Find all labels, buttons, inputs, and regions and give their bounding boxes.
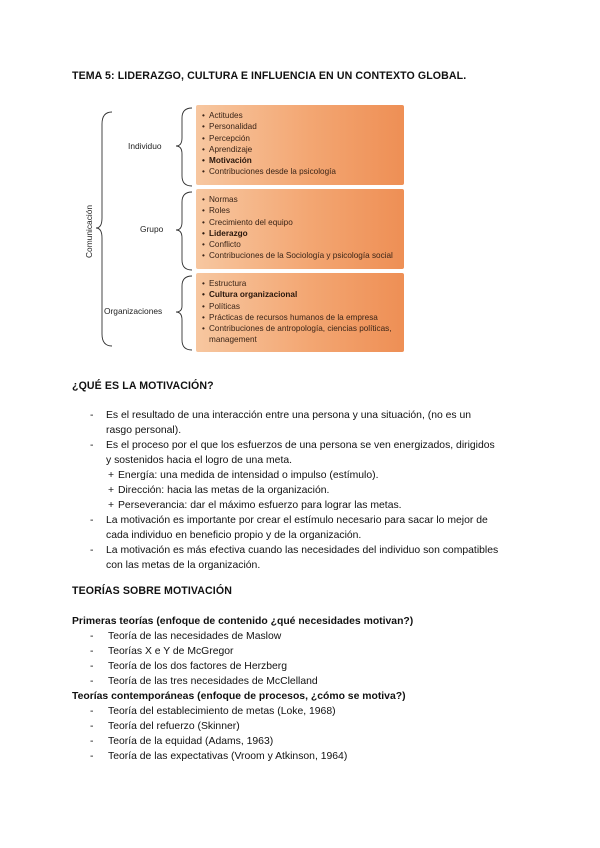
sub-list-item	[90, 483, 540, 498]
diagram-item: • Contribuciones desde la psicología	[202, 166, 404, 177]
list-item	[90, 438, 540, 468]
list-item	[90, 408, 540, 438]
bullet-marker: -	[90, 706, 94, 717]
diagram-item: • Roles	[202, 205, 404, 216]
list-item-line: Perseverancia: dar el máximo esfuerzo para lograr las metas.	[118, 500, 402, 511]
bullet-marker: -	[90, 661, 94, 672]
group-label-organizaciones: Organizaciones	[104, 306, 163, 316]
bullet-marker: +	[108, 500, 115, 511]
list-item	[90, 734, 532, 749]
theory-group-title: Teorías contemporáneas (enfoque de procesos, ¿cómo se motiva?)	[72, 691, 406, 702]
list-item-line: Es el resultado de una interacción entre una persona y una situación, (no es un	[106, 410, 472, 421]
diagram-item: • Contribuciones de la Sociología y psicología social	[202, 250, 404, 261]
diagram-item: • Personalidad	[202, 121, 404, 132]
diagram-item: • Actitudes	[202, 110, 404, 121]
list-item-line: Es el proceso por el que los esfuerzos de una persona se ven energizados, dirigidos	[106, 440, 495, 451]
list-item-text: Teoría del establecimiento de metas (Loke, 1968)	[108, 706, 336, 717]
diagram-item: • Conflicto	[202, 239, 404, 250]
diagram-item: management	[209, 335, 257, 345]
list-item	[90, 513, 540, 543]
bullet-marker: -	[90, 631, 94, 642]
box-individuo	[196, 105, 404, 185]
list-item-text: Teoría de los dos factores de Herzberg	[108, 661, 288, 672]
diagram-item: • Políticas	[202, 301, 404, 312]
list-item	[90, 704, 532, 719]
bullet-marker: -	[90, 751, 94, 762]
section-heading-teorias: TEORÍAS SOBRE MOTIVACIÓN	[72, 585, 232, 597]
bullet-marker: +	[108, 485, 115, 496]
bullet-marker: -	[90, 736, 94, 747]
theory-group-title: Primeras teorías (enfoque de contenido ¿qué necesidades motivan?)	[72, 616, 414, 627]
list-item-text: Teoría de las necesidades de Maslow	[108, 631, 282, 642]
diagram-item: • Estructura	[202, 278, 404, 289]
list-item	[90, 749, 532, 764]
diagram-item: • Contribuciones de antropología, ciencias políticas,	[202, 323, 404, 334]
list-item	[90, 644, 532, 659]
list-item-text: Teoría del refuerzo (Skinner)	[108, 721, 240, 732]
bullet-marker: -	[90, 676, 94, 687]
list-item	[90, 659, 532, 674]
list-item	[90, 543, 540, 573]
list-item-text: Teoría de las tres necesidades de McClelland	[108, 676, 318, 687]
group-label-individuo: Individuo	[128, 141, 162, 151]
bullet-marker: -	[90, 410, 94, 421]
bullet-marker: -	[90, 440, 94, 451]
list-item-line: Energía: una medida de intensidad o impulso (estímulo).	[118, 470, 379, 481]
diagram-item: • Prácticas de recursos humanos de la empresa	[202, 312, 404, 323]
bullet-marker: -	[90, 515, 94, 526]
section-heading-motivacion: ¿QUÉ ES LA MOTIVACIÓN?	[72, 380, 214, 392]
teorias-block	[72, 614, 532, 764]
list-item-text: Teoría de la equidad (Adams, 1963)	[108, 736, 274, 747]
motivacion-list	[90, 408, 540, 573]
list-item-line: La motivación es más efectiva cuando las necesidades del individuo son compatibles	[106, 545, 499, 556]
list-item-line: con las metas de la organización.	[106, 560, 261, 571]
diagram-item: • Aprendizaje	[202, 144, 404, 155]
side-label: Comunicación	[84, 204, 94, 258]
list-item-text: Teoría de las expectativas (Vroom y Atkinson, 1964)	[108, 751, 348, 762]
list-item-text: Teorías X e Y de McGregor	[108, 646, 234, 657]
list-item-line: La motivación es importante por crear el estímulo necesario para sacar lo mejor de	[106, 515, 488, 526]
list-item-line: y sostenidos hacia el logro de una meta.	[106, 455, 292, 466]
sub-list-item	[90, 468, 540, 483]
diagram-item: • Crecimiento del equipo	[202, 217, 404, 228]
list-item-line: cada individuo en beneficio propio y de la organización.	[106, 530, 362, 541]
organizational-behavior-diagram	[72, 100, 412, 358]
list-item	[90, 719, 532, 734]
box-grupo	[196, 189, 404, 269]
page-title: TEMA 5: LIDERAZGO, CULTURA E INFLUENCIA EN UN CONTEXTO GLOBAL.	[72, 70, 467, 82]
diagram-item: • Motivación	[202, 155, 404, 166]
sub-list-item	[90, 498, 540, 513]
list-item-line: rasgo personal).	[106, 425, 182, 436]
diagram-item: • Normas	[202, 194, 404, 205]
diagram-item: • Percepción	[202, 133, 404, 144]
list-item	[90, 674, 532, 689]
box-organizaciones	[196, 273, 404, 352]
diagram-item: • Liderazgo	[202, 228, 404, 239]
list-item	[90, 629, 532, 644]
bullet-marker: +	[108, 470, 115, 481]
bullet-marker: -	[90, 545, 94, 556]
group-label-grupo: Grupo	[140, 224, 164, 234]
diagram-item: • Cultura organizacional	[202, 289, 404, 300]
list-item-line: Dirección: hacia las metas de la organización.	[118, 485, 330, 496]
bullet-marker: -	[90, 646, 94, 657]
bullet-marker: -	[90, 721, 94, 732]
